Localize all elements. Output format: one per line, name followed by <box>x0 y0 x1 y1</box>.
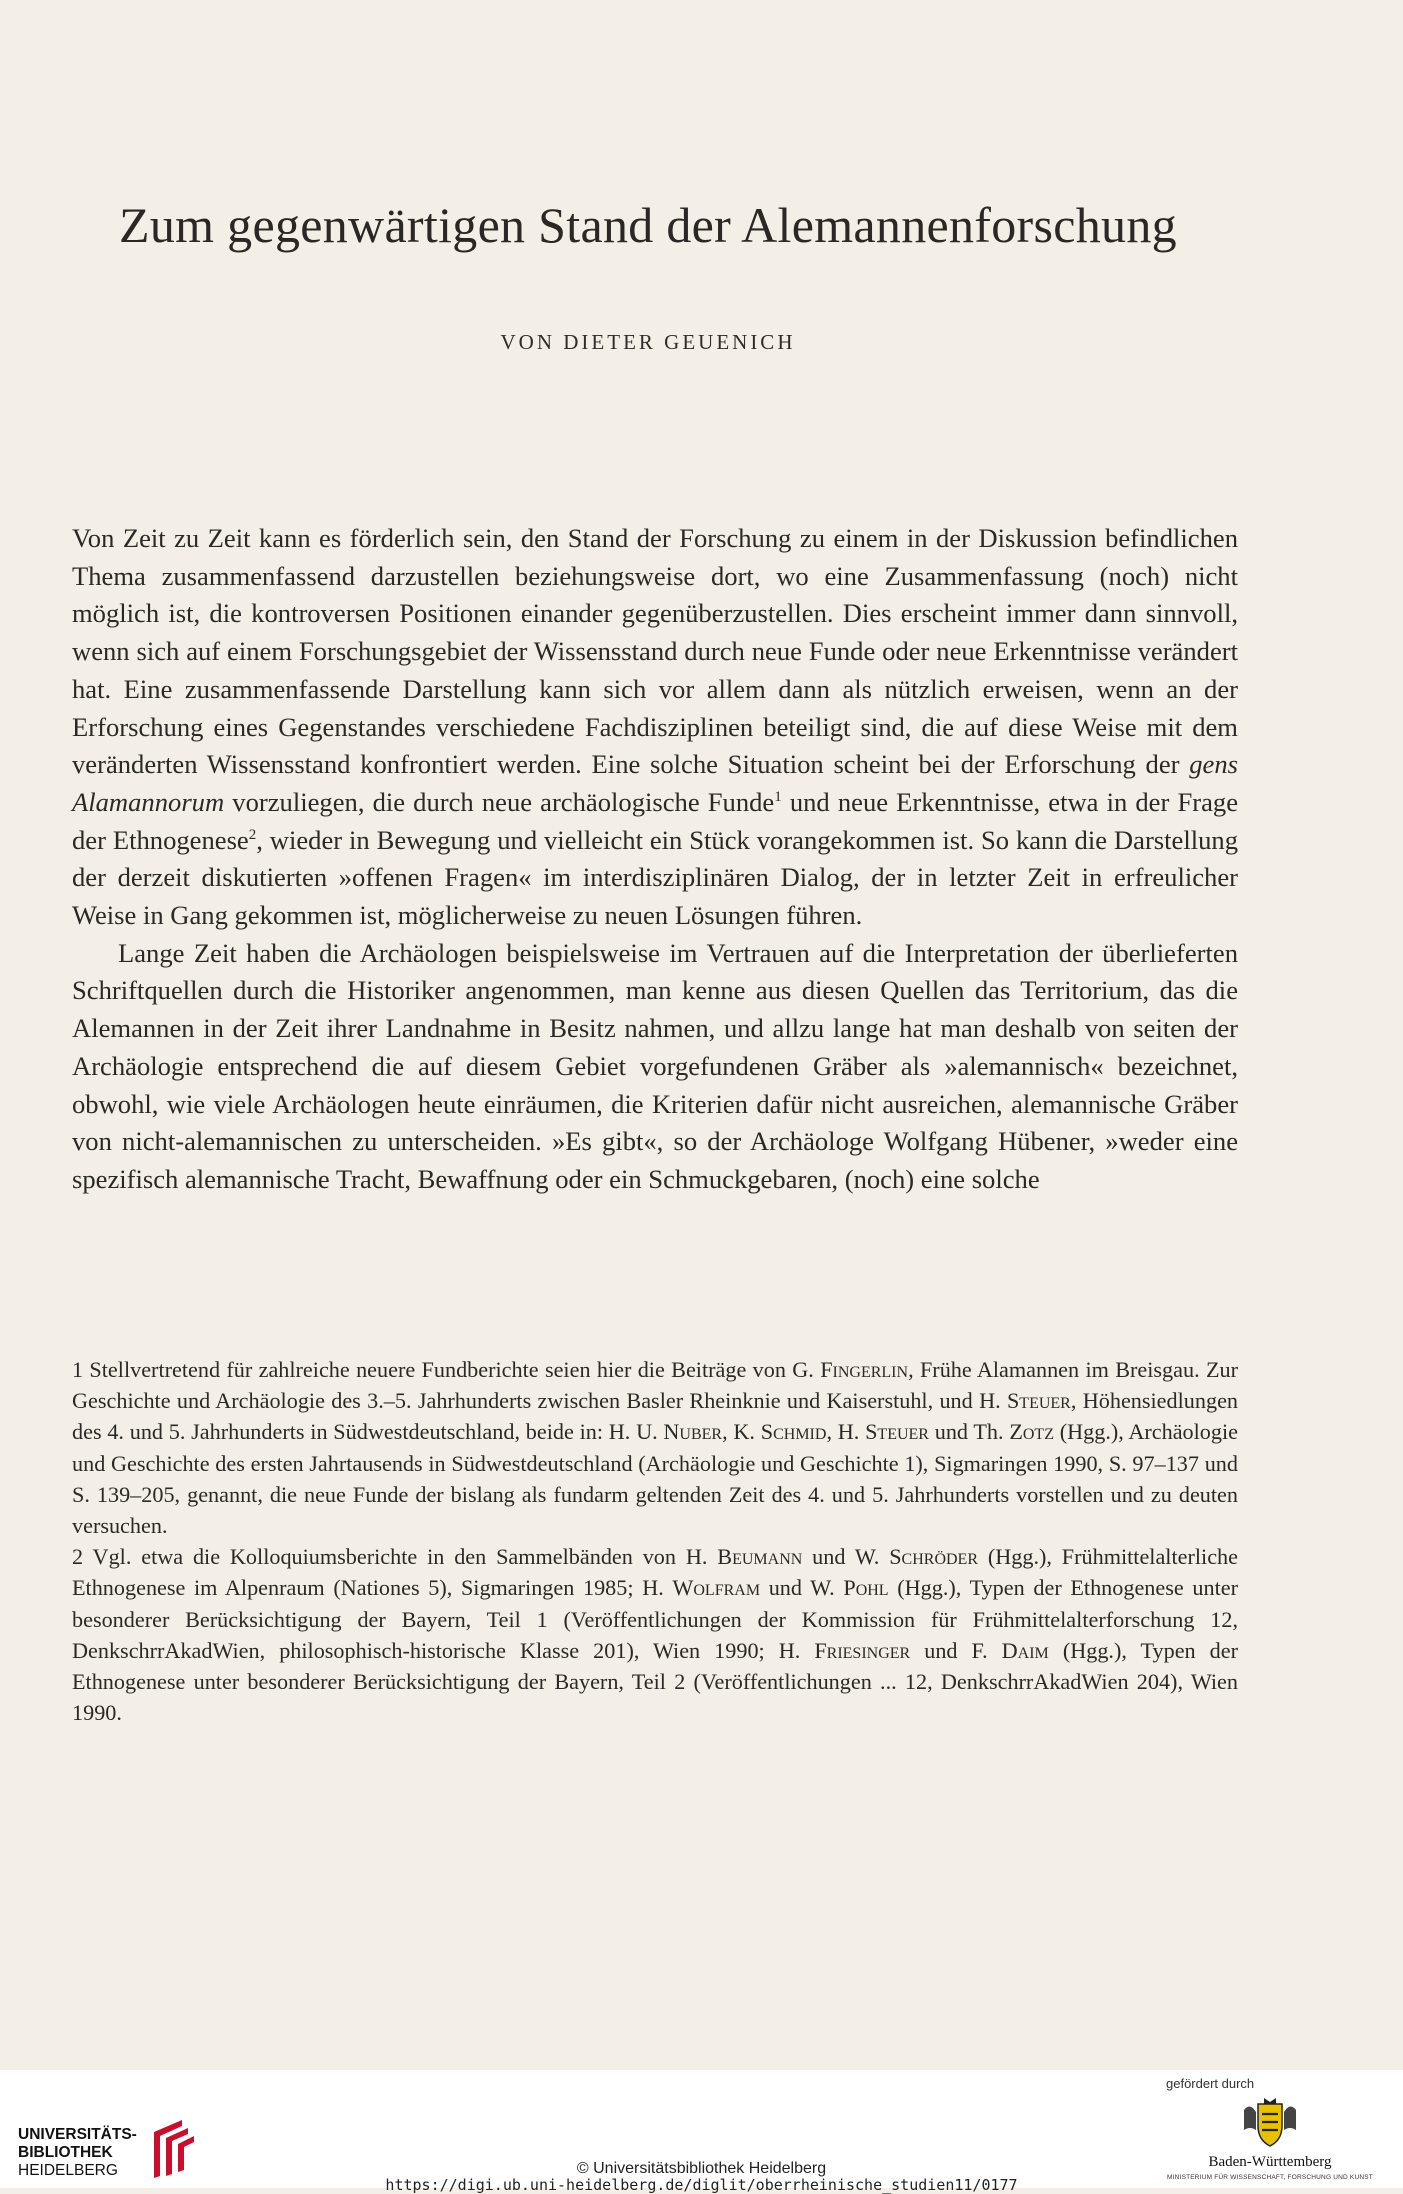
paragraph-1-part-c: und neue Erkenntnisse, etwa in der Frage der Ethnogenese <box>72 786 1238 855</box>
footnote-text: (Hgg.), Frühmittelalterliche Ethnogenese im Alpenraum (Nationes 5), Sigmaringen 1985; H. <box>72 1544 1238 1601</box>
author-name: Schmid <box>760 1419 827 1445</box>
sponsor-label: gefördert durch <box>1166 2076 1255 2091</box>
author-name: Fingerlin <box>820 1357 909 1382</box>
author-name: Steuer <box>1006 1388 1071 1414</box>
footnote-ref-2[interactable]: 2 <box>248 826 257 843</box>
paragraph-1 <box>72 520 1238 935</box>
footnote-text: , Höhensiedlungen des 4. und 5. Jahrhunderts in Südwestdeutschland, beide in: H. U. <box>72 1388 1239 1445</box>
footnote-text: und W. <box>760 1575 844 1601</box>
library-name-line: BIBLIOTHEK <box>18 2144 113 2161</box>
sponsor-ministry: MINISTERIUM FÜR WISSENSCHAFT, FORSCHUNG UND KUNST <box>1167 2174 1373 2181</box>
author-name: Pohl <box>843 1575 889 1601</box>
footnote-text: , K. <box>722 1419 761 1445</box>
author-name: Beumann <box>717 1544 803 1570</box>
paragraph-1-part-b: vorzuliegen, die durch neue archäologische Funde <box>224 786 775 817</box>
permalink-url[interactable]: https://digi.ub.uni-heidelberg.de/diglit/oberrheinische_studien11/0177 <box>385 2176 1018 2194</box>
author-name: Schröder <box>889 1544 978 1570</box>
footnote-text: (Hgg.), Archäologie und Geschichte des ersten Jahrtausends in Südwestdeutschland (Archäologie und Geschichte 1), Sigmaringen 1990, S. 97–137 und S. 139–205, genannt, die neue Funde der bislang als fundarm geltenden Zeit des 4. und 5. Jahrhunderts vorstellen und zu deuten versuchen. <box>72 1419 1238 1539</box>
footnote-2 <box>72 1541 1238 1728</box>
coat-of-arms-icon <box>1240 2096 1300 2152</box>
article-author: VON DIETER GEUENICH <box>500 330 796 354</box>
library-name-line: HEIDELBERG <box>18 2162 118 2179</box>
copyright-notice: © Universitätsbibliothek Heidelberg <box>576 2160 827 2177</box>
footnote-text: und F. <box>910 1637 1002 1663</box>
author-name: Friesinger <box>814 1637 911 1663</box>
author-name: Zotz <box>1009 1419 1054 1445</box>
footnote-text: (Hgg.), Typen der Ethnogenese unter besonderer Berücksichtigung der Bayern, Teil 2 (Veröffentlichungen ... 12, DenkschrrAkadWien 204), Wien 1990. <box>72 1637 1238 1726</box>
author-name: Nuber <box>663 1419 723 1445</box>
footnote-text: Stellvertretend für zahlreiche neuere Fundberichte seien hier die Beiträge von G. <box>83 1357 821 1382</box>
sponsor-block <box>1160 2076 1380 2188</box>
footnote-text: , Frühe Alamannen im Breisgau. Zur Geschichte und Archäologie des 3.–5. Jahrhunderts zwischen Basler Rheinknie und Kaiserstuhl, und H. <box>72 1357 1239 1414</box>
paragraph-2: Lange Zeit haben die Archäologen beispielsweise im Vertrauen auf die Interpretation der überlieferten Schriftquellen durch die Historiker angenommen, man kenne aus diesen Quellen das Territorium, das die Alemannen in der Zeit ihrer Landnahme in Besitz nahmen, und allzu lange hat man deshalb von seiten der Archäologie entsprechend die auf diesem Gebiet vorgefundenen Gräber als »alemannisch« bezeichnet, obwohl, wie viele Archäologen heute einräumen, die Kriterien dafür nicht ausreichen, alemannische Gräber von nicht-alemannischen zu unterscheiden. »Es gibt«, so der Archäologe Wolfgang Hübener, »weder eine spezifisch alemannische Tracht, Bewaffnung oder ein Schmuckgebaren, (noch) eine solche <box>72 937 1238 1194</box>
sponsor-name: Baden-Württemberg <box>1208 2154 1332 2170</box>
paragraph-1-part-d: , wieder in Bewegung und vielleicht ein Stück vorangekommen ist. So kann die Darstellung der derzeit diskutierten »offenen Fragen« im interdisziplinären Dialog, der in letzter Zeit in erfreulicher Weise in Gang gekommen ist, möglicherweise zu neuen Lösungen führen. <box>72 824 1239 931</box>
paragraph-1-part-a: Von Zeit zu Zeit kann es förderlich sein, den Stand der Forschung zu einem in der Diskussion befindlichen Thema zusammenfassend darzustellen beziehungsweise dort, wo eine Zusammenfassung (noch) nicht möglich ist, die kontroversen Positionen einander gegenüberzustellen. Dies erscheint immer dann sinnvoll, wenn sich auf einem Forschungsgebiet der Wissensstand durch neue Funde oder neue Erkenntnisse verändert hat. Eine zusammenfassende Darstellung kann sich vor allem dann als nützlich erweisen, wenn an der Erforschung eines Gegenstandes verschiedene Fachdisziplinen beteiligt sind, die auf diese Weise mit dem veränderten Wissensstand konfrontiert werden. Eine solche Situation scheint bei der Erforschung der <box>72 523 1238 780</box>
footnote-text: Vgl. etwa die Kolloquiumsberichte in den Sammelbänden von H. <box>83 1544 718 1570</box>
footnote-text: , H. <box>826 1419 866 1445</box>
article-title: Zum gegenwärtigen Stand der Alemannenforschung <box>119 197 1177 253</box>
footnote-number: 2 <box>72 1544 84 1570</box>
footnotes <box>72 1354 1238 1728</box>
footnote-text: (Hgg.), Typen der Ethnogenese unter besonderer Berücksichtigung der Bayern, Teil 1 (Veröffentlichungen der Kommission für Frühmittelalterforschung 12, DenkschrrAkadWien, philosophisch-historische Klasse 201), Wien 1990; H. <box>72 1575 1238 1663</box>
footnote-text: und Th. <box>928 1419 1010 1445</box>
author-name: Steuer <box>865 1419 929 1445</box>
library-name-line: UNIVERSITÄTS- <box>18 2126 137 2143</box>
footnote-number: 1 <box>72 1357 84 1382</box>
latin-term: gens Alamannorum <box>72 749 1238 817</box>
viewer-footer <box>0 2070 1403 2194</box>
author-name: Wolfram <box>672 1575 761 1601</box>
footnote-ref-1[interactable]: 1 <box>774 789 782 806</box>
footnote-1 <box>72 1354 1238 1541</box>
footnote-text: und W. <box>802 1544 890 1570</box>
body-text <box>72 520 1238 1199</box>
author-name: Daim <box>1001 1637 1049 1663</box>
